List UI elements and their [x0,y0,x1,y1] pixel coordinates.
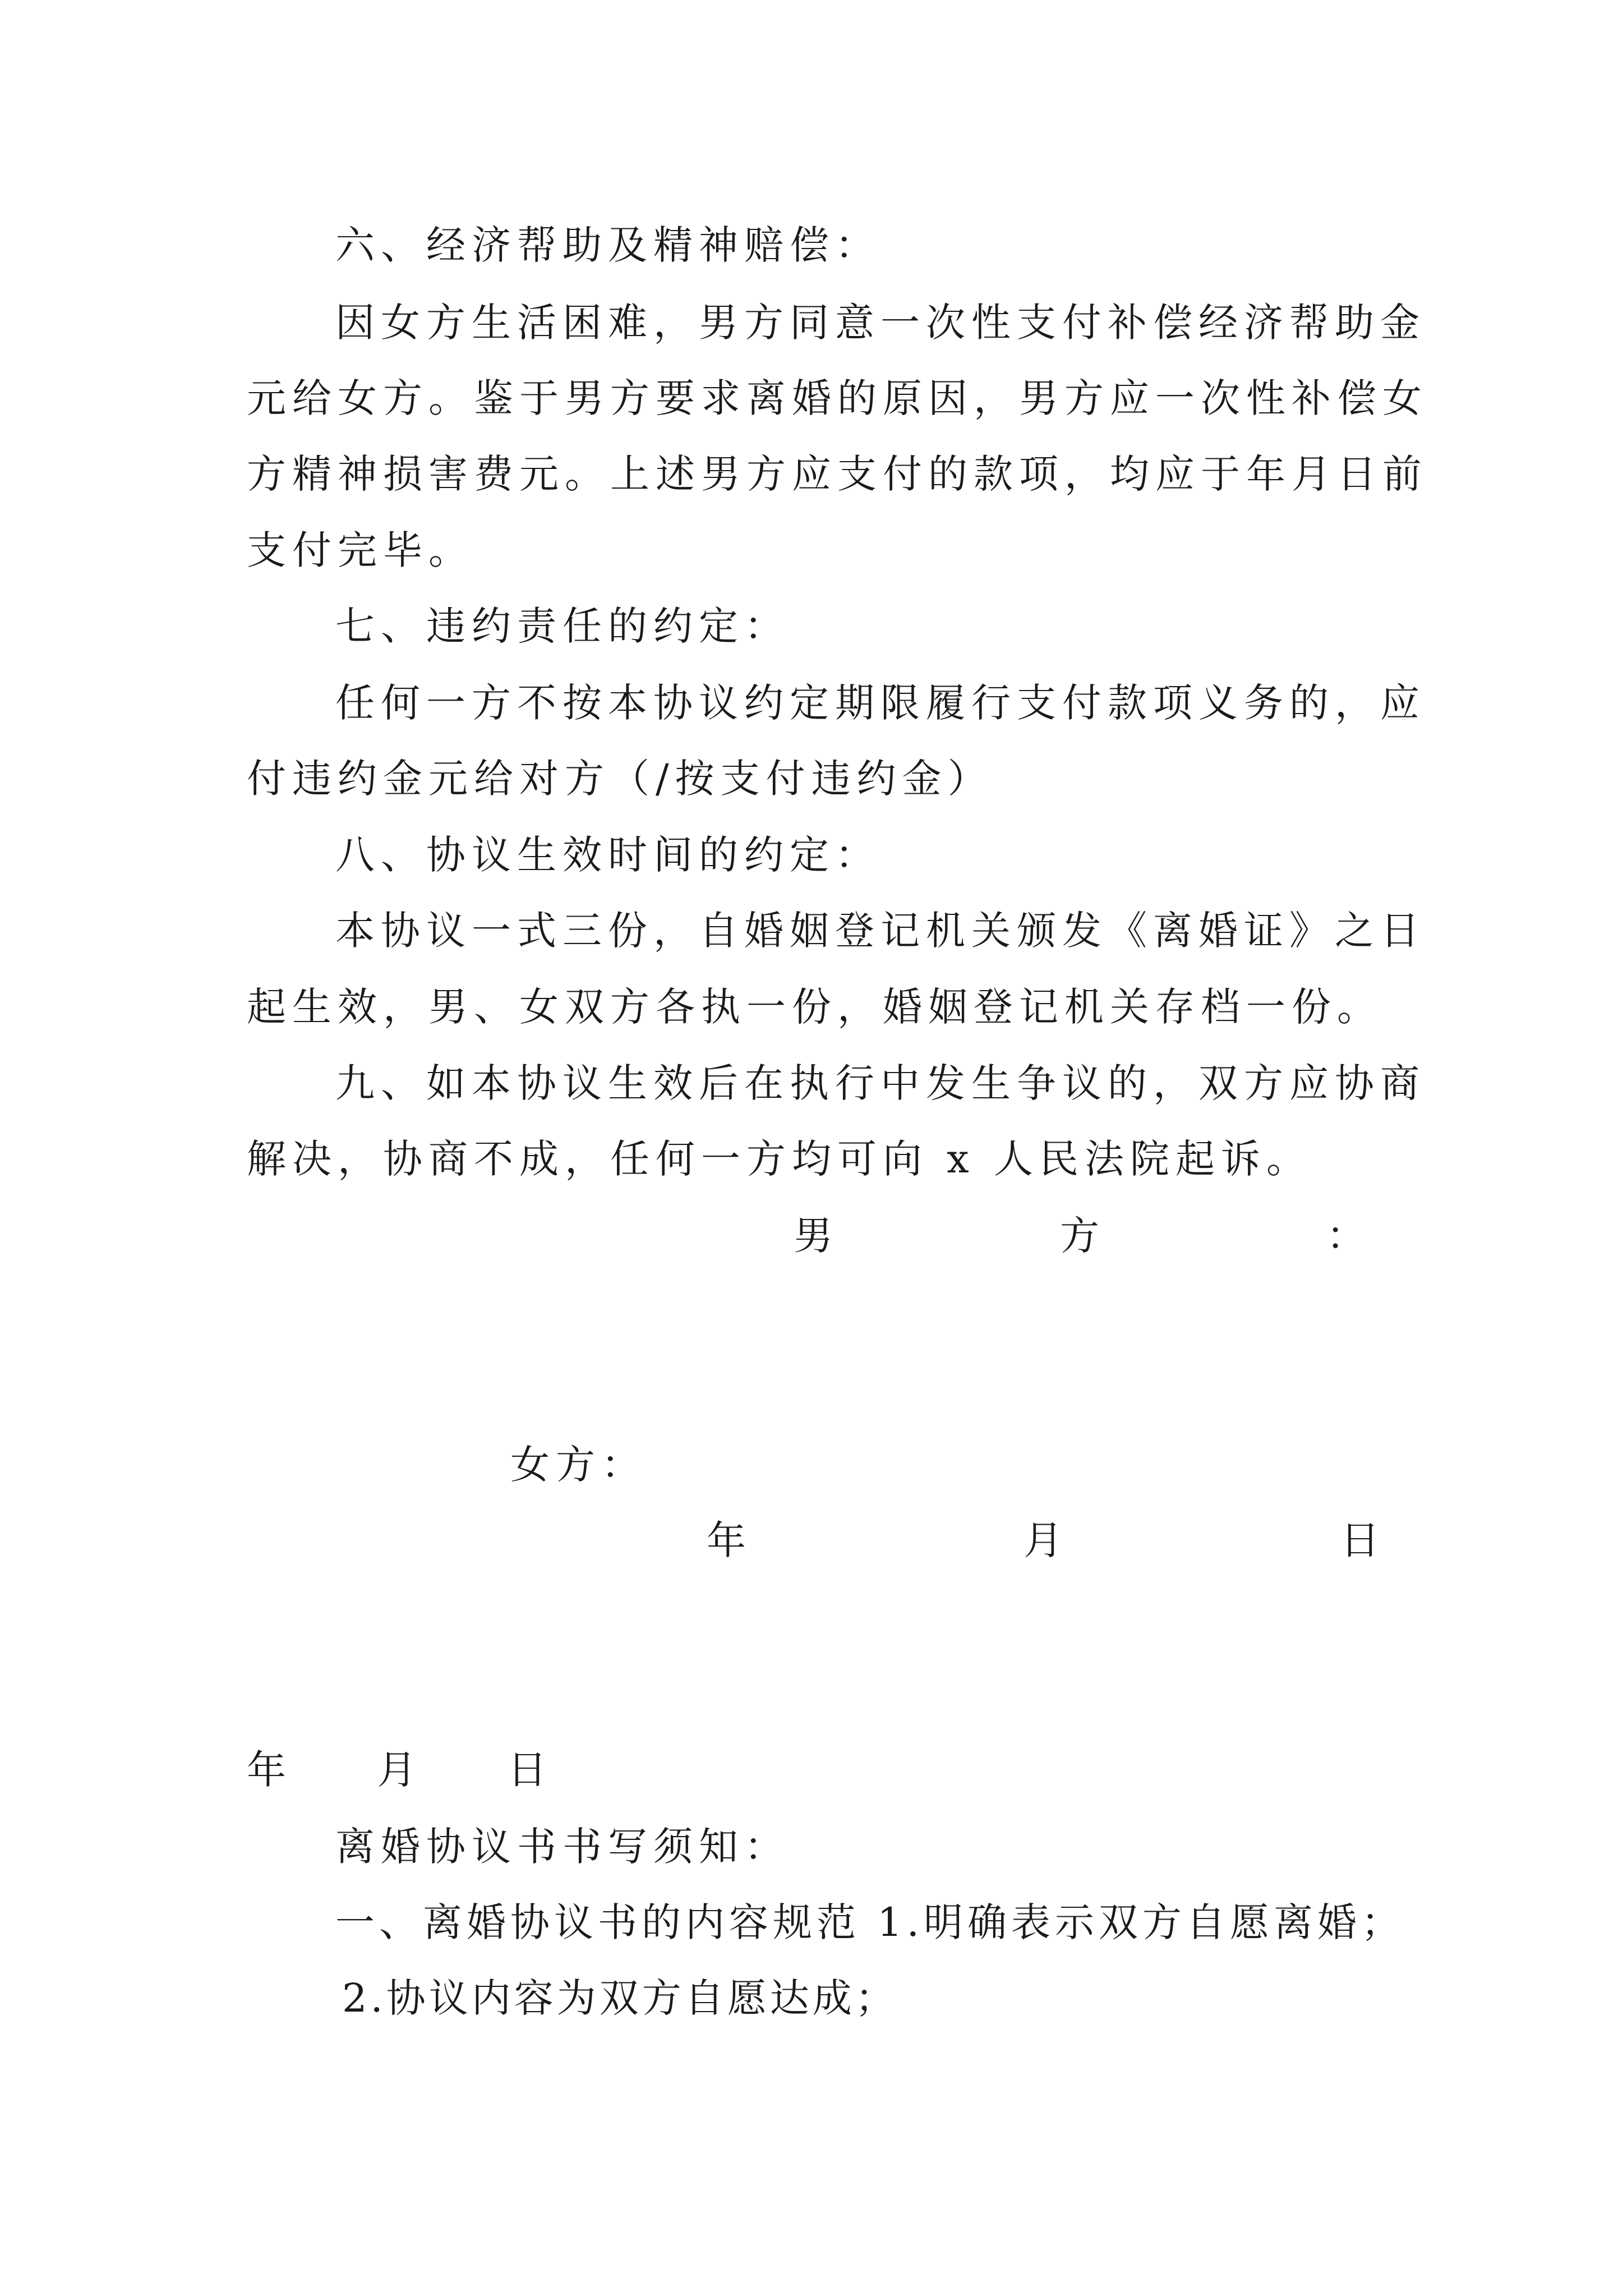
date2-year: 年 [247,1747,286,1793]
section8-line1: 本协议一式三份，自婚姻登记机关颁发《离婚证》之日 [335,908,1426,954]
date1-month: 月 [1023,1517,1063,1563]
section9-line2: 解决，协商不成，任何一方均可向 x 人民法院起诉。 [247,1136,1312,1182]
notes-line1: 一、离婚协议书的内容规范 1.明确表示双方自愿离婚； [335,1899,1405,1945]
date1-year: 年 [707,1517,746,1563]
section6-line1: 因女方生活困难，男方同意一次性支付补偿经济帮助金 [335,300,1426,346]
male-label-char1: 男 [794,1213,833,1259]
section7-heading: 七、违约责任的约定： [335,603,790,649]
section9-line1: 九、如本协议生效后在执行中发生争议的，双方应协商 [335,1060,1426,1106]
section6-heading: 六、经济帮助及精神赔偿： [335,222,880,268]
section6-line4: 支付完毕。 [247,527,474,573]
male-party-signature-line [794,1213,1366,1259]
date1-day: 日 [1340,1517,1380,1563]
section8-line2: 起生效，男、女双方各执一份，婚姻登记机关存档一份。 [247,984,1382,1030]
section6-line3: 方精神损害费元。上述男方应支付的款项，均应于年月日前 [247,451,1428,497]
section6-line2: 元给女方。鉴于男方要求离婚的原因，男方应一次性补偿女 [247,375,1428,421]
date2-day: 日 [508,1747,547,1793]
date-line-1 [707,1517,1380,1563]
notes-heading: 离婚协议书书写须知： [335,1824,790,1870]
male-label-char2: 方 [1060,1213,1099,1259]
section8-heading: 八、协议生效时间的约定： [335,832,880,878]
male-label-colon: ： [1326,1213,1366,1259]
female-party-signature-label: 女方： [510,1442,647,1488]
section7-line1: 任何一方不按本协议约定期限履行支付款项义务的，应 [335,680,1426,726]
notes-line2: 2.协议内容为双方自愿达成； [342,1975,898,2021]
date-line-2 [247,1747,547,1793]
date2-month: 月 [377,1747,417,1793]
section7-line2: 付违约金元给对方（/按支付违约金） [247,756,993,802]
